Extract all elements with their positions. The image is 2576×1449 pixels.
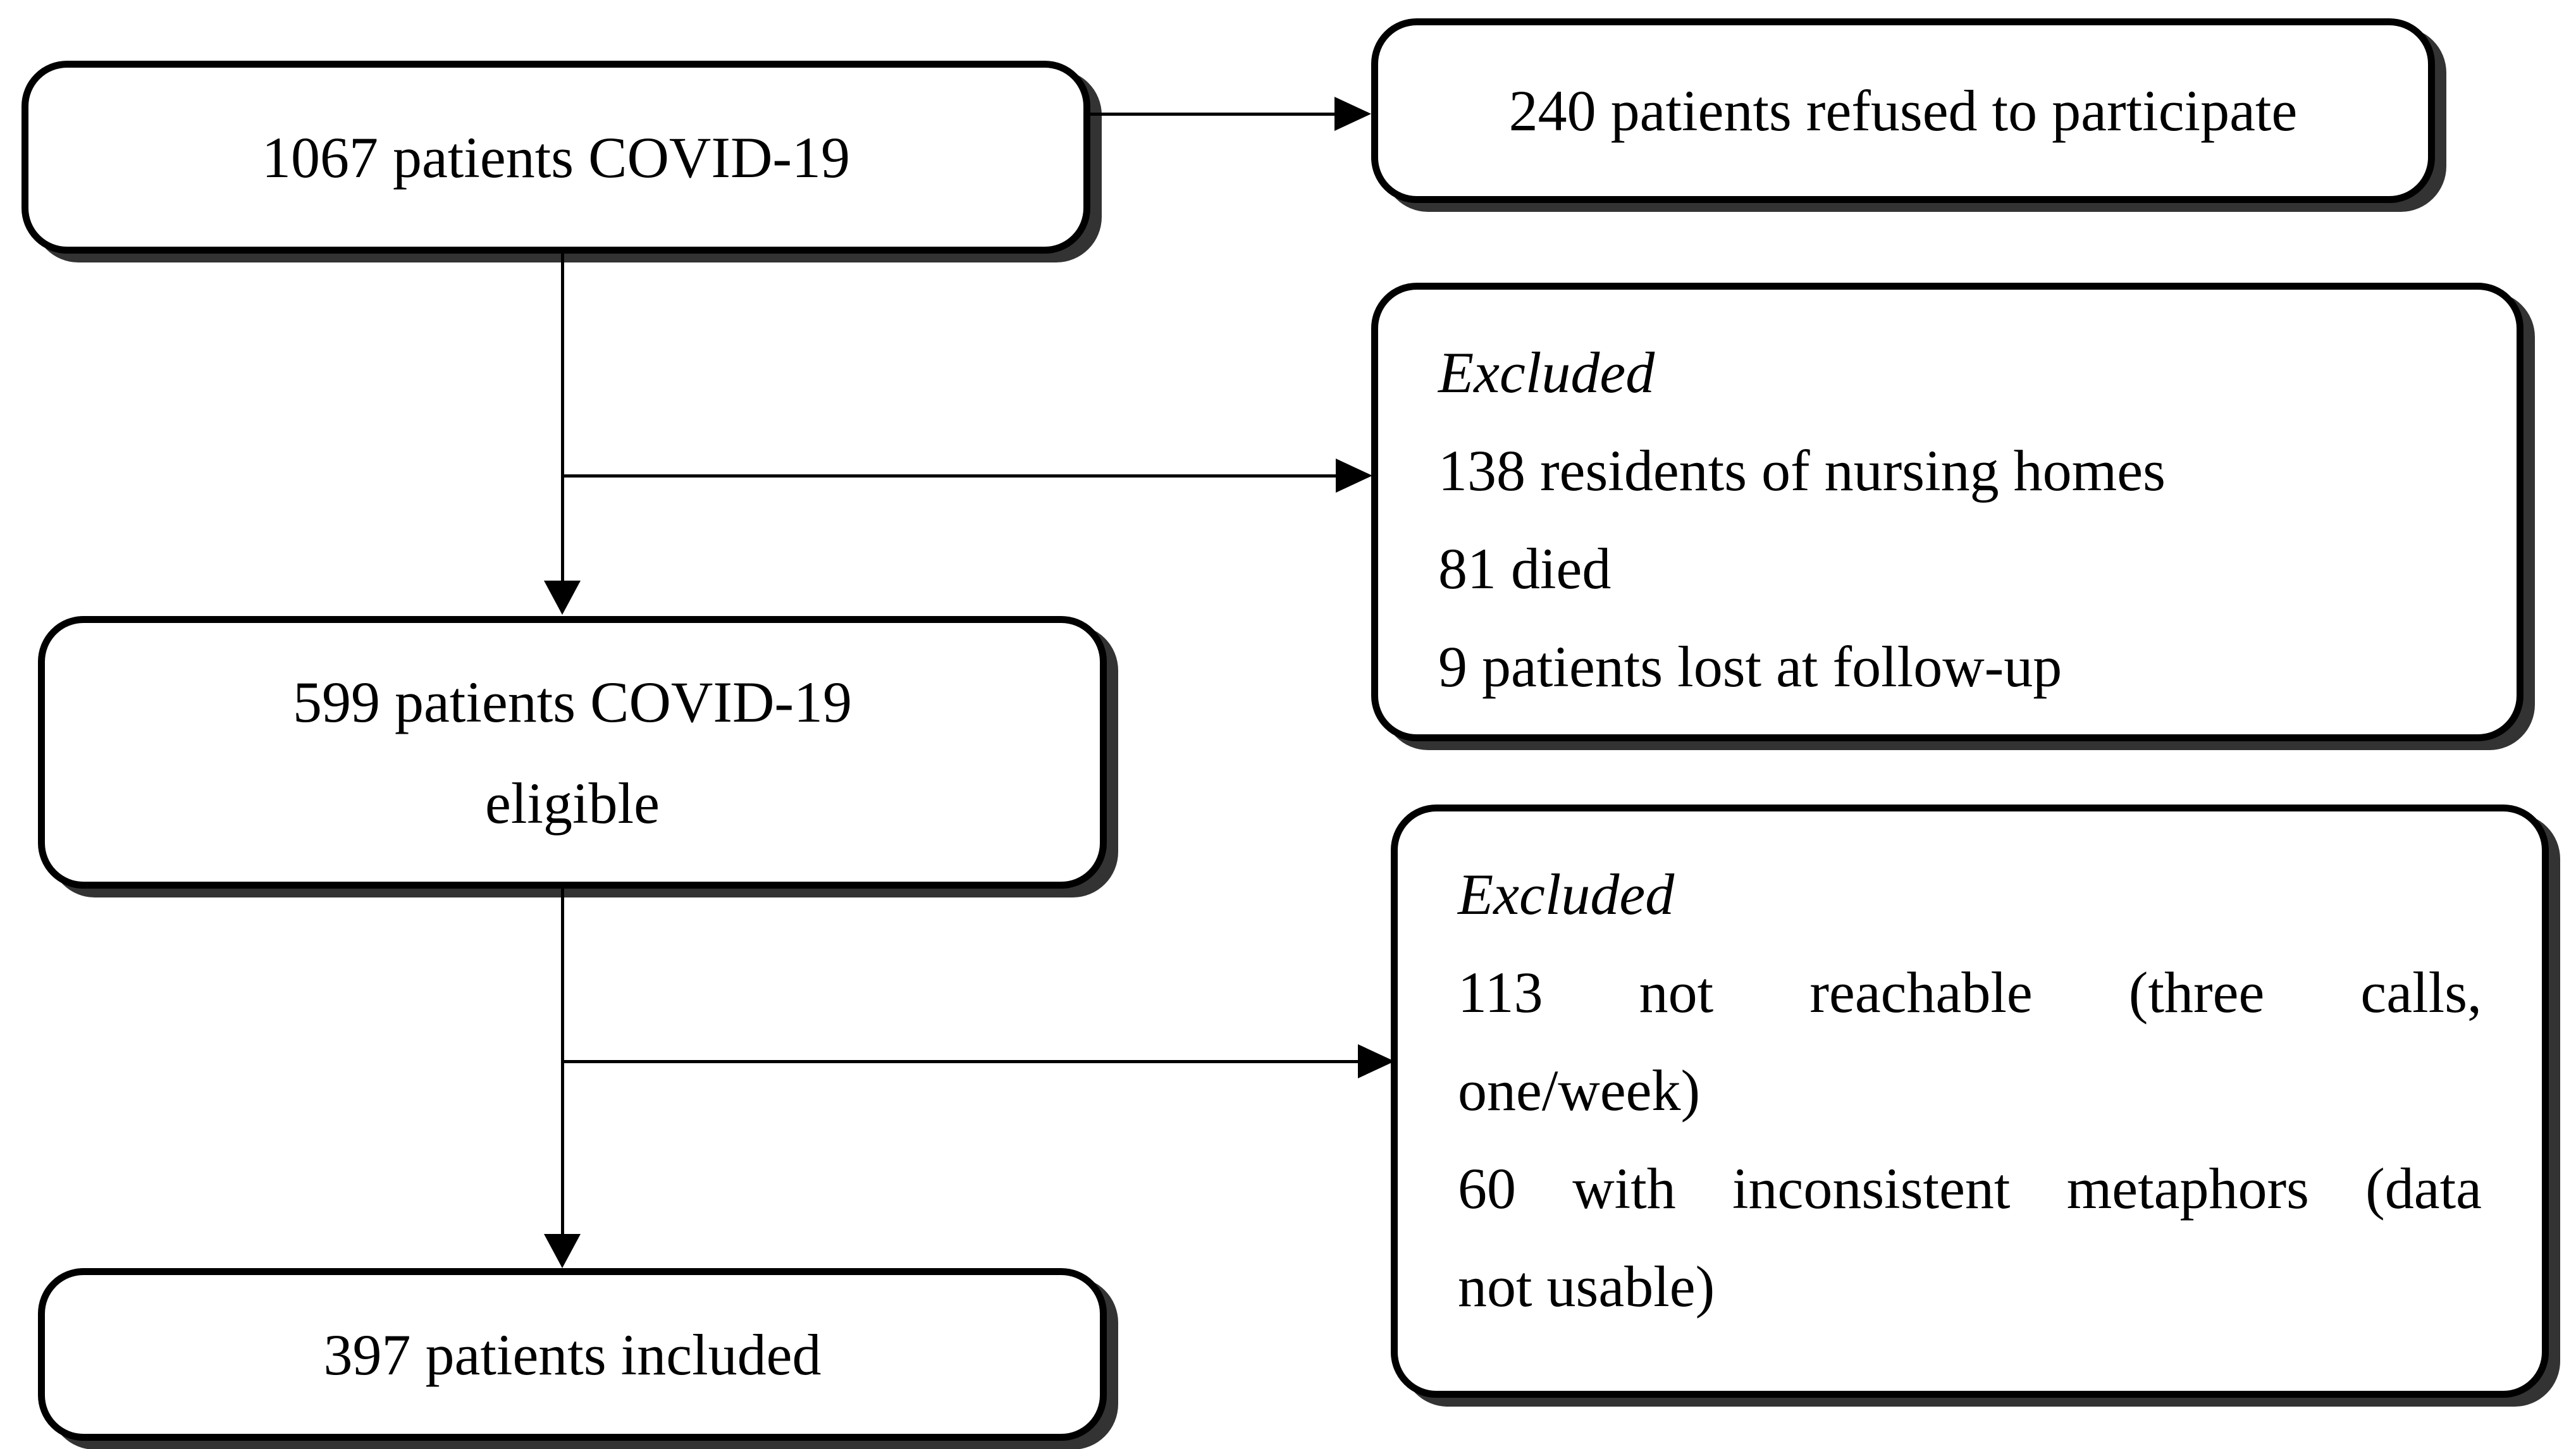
- excluded-second-line-3: 60 with inconsistent metaphors (data: [1458, 1156, 2482, 1221]
- excluded-first-heading: Excluded: [1438, 340, 1655, 405]
- box-excluded-first: [1371, 283, 2524, 741]
- box-397-included: [38, 1268, 1107, 1441]
- box-599-eligible-line-2: eligible: [485, 770, 660, 835]
- excluded-first-line-2: 81 died: [1438, 536, 1612, 601]
- excluded-second-line-4: not usable): [1458, 1254, 1715, 1319]
- box-397-included-label: 397 patients included: [323, 1322, 822, 1387]
- excluded-second-line-2: one/week): [1458, 1058, 1701, 1123]
- box-excluded-second: [1391, 805, 2549, 1398]
- box-599-eligible: [38, 616, 1107, 889]
- excluded-first-line-3: 9 patients lost at follow-up: [1438, 634, 2062, 699]
- box-240-refused-label: 240 patients refused to participate: [1508, 78, 2298, 143]
- box-1067-patients: [22, 61, 1090, 254]
- arrowhead-right-excluded-first-icon: [1336, 459, 1372, 493]
- connector-branch-to-excluded-first-line: [561, 474, 1342, 478]
- arrowhead-down-included-icon: [544, 1234, 581, 1268]
- arrowhead-right-refused-icon: [1334, 97, 1371, 131]
- box-240-refused: [1371, 18, 2435, 203]
- connector-1067-to-599-line: [561, 254, 564, 583]
- excluded-second-line-1: 113 not reachable (three calls,: [1458, 960, 2482, 1025]
- excluded-second-heading: Excluded: [1458, 862, 1675, 927]
- arrowhead-down-eligible-icon: [544, 581, 581, 615]
- connector-1067-to-refused-line: [1090, 113, 1336, 116]
- box-599-eligible-line-1: 599 patients COVID-19: [292, 669, 853, 734]
- connector-branch-to-excluded-second-line: [561, 1060, 1359, 1063]
- excluded-first-line-1: 138 residents of nursing homes: [1438, 438, 2166, 503]
- arrowhead-right-excluded-second-icon: [1358, 1044, 1395, 1078]
- box-1067-patients-label: 1067 patients COVID-19: [261, 125, 851, 190]
